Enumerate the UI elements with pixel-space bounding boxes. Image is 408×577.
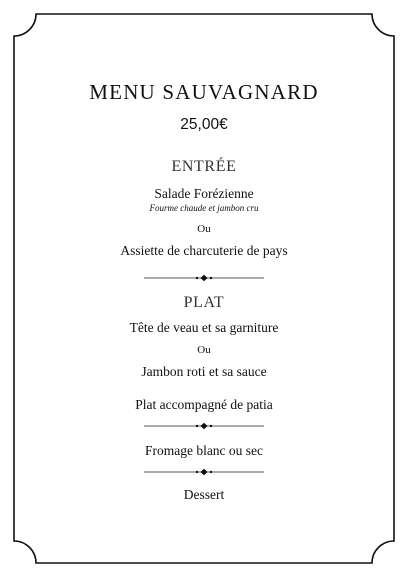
divider-ornament: [144, 422, 264, 430]
entree-or: Ou: [197, 223, 211, 235]
entree-heading: ENTRÉE: [171, 158, 237, 175]
entree-option-charcuterie: Assiette de charcuterie de pays: [120, 243, 288, 258]
dessert-item: Dessert: [183, 487, 225, 502]
plat-option-patia: Plat accompagné de patia: [135, 397, 273, 412]
entree-option-salade: Salade Forézienne: [154, 186, 254, 201]
menu-title: MENU SAUVAGNARD: [89, 80, 319, 104]
divider-ornament: [144, 274, 264, 282]
menu-price: 25,00€: [180, 116, 228, 133]
divider-ornament: [144, 468, 264, 476]
fromage-item: Fromage blanc ou sec: [144, 443, 264, 458]
plat-option-tete-de-veau: Tête de veau et sa garniture: [129, 320, 279, 335]
plat-or: Ou: [197, 344, 211, 356]
plat-option-jambon: Jambon roti et sa sauce: [141, 364, 267, 379]
plat-heading: PLAT: [183, 294, 225, 311]
entree-option-salade-note: Fourme chaude et jambon cru: [149, 203, 259, 213]
